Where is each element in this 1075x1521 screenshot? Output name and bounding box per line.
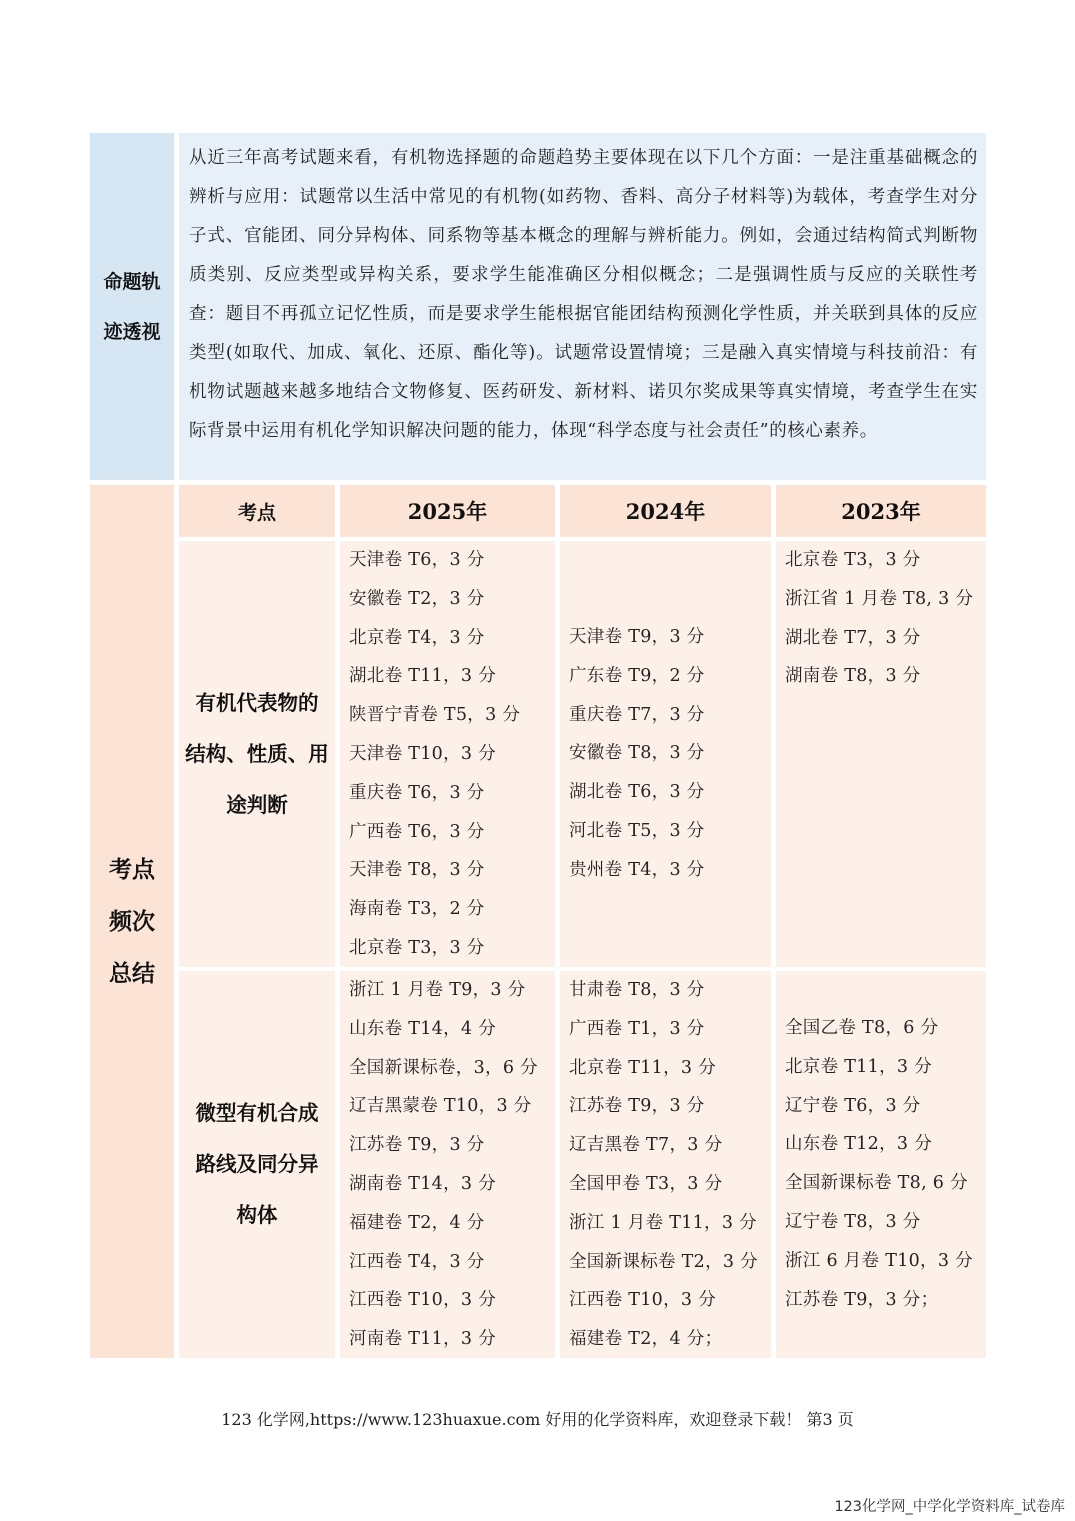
list-item: 天津卷 T6，3 分 (349, 550, 485, 570)
list-item: 贵州卷 T4，3 分 (569, 859, 705, 880)
list-item: 天津卷 T8，3 分 (349, 860, 485, 881)
list-item: 辽宁卷 T8，3 分 (785, 1211, 921, 1232)
list-item: 辽吉黑蒙卷 T10，3 分 (349, 1096, 532, 1117)
cell-2025-row2 (340, 971, 555, 1358)
list-item: 浙江省 1 月卷 T8, 3 分 (785, 588, 974, 609)
list-item: 全国新课标卷 T2，3 分 (569, 1251, 758, 1272)
list-item: 海南卷 T3，2 分 (349, 899, 485, 920)
topic-line: 途判断 (226, 792, 288, 817)
topic-line: 有机代表物的 (195, 690, 319, 715)
cell-2023-row2 (776, 971, 986, 1358)
list-item: 湖北卷 T7，3 分 (785, 627, 921, 648)
list-item: 北京卷 T11，3 分 (569, 1057, 716, 1078)
summary-label-line: 频次 (109, 908, 155, 935)
list-item: 广西卷 T6，3 分 (349, 821, 485, 842)
list-item: 湖北卷 T6，3 分 (569, 782, 705, 803)
list-item: 安徽卷 T2，3 分 (349, 588, 485, 609)
list-item: 全国新课标卷 T8, 6 分 (785, 1173, 968, 1194)
site-watermark: 123化学网_中学化学资料库_试卷库 (834, 1499, 1065, 1515)
list-item: 福建卷 T2，4 分； (569, 1329, 723, 1350)
list-item: 全国乙卷 T8，6 分 (785, 1018, 939, 1038)
list-item: 辽吉黑卷 T7，3 分 (569, 1135, 723, 1156)
header-topic: 考点 (179, 485, 335, 537)
list-item: 重庆卷 T6，3 分 (349, 782, 485, 803)
topic-cell (179, 541, 335, 967)
list-item: 湖南卷 T14，3 分 (349, 1173, 496, 1194)
list-item: 全国新课标卷，3，6 分 (349, 1057, 538, 1078)
list-item: 重庆卷 T7，3 分 (569, 704, 705, 725)
header-2025: 2025年 (340, 485, 555, 537)
list-item: 浙江 1 月卷 T9，3 分 (349, 980, 526, 1000)
list-item: 河南卷 T11，3 分 (349, 1329, 496, 1350)
trend-label-line1: 命题轨 (103, 270, 161, 293)
list-item: 江苏卷 T9，3 分 (349, 1135, 485, 1156)
list-item: 山东卷 T12，3 分 (785, 1134, 932, 1155)
list-item: 广东卷 T9，2 分 (569, 665, 705, 686)
list-item: 浙江 6 月卷 T10，3 分 (785, 1250, 973, 1271)
list-item: 河北卷 T5，3 分 (569, 820, 705, 841)
page-footer: 123 化学网,https://www.123huaxue.com 好用的化学资料库，欢迎登录下载！ 第3 页 (221, 1410, 854, 1429)
summary-label-line: 考点 (109, 856, 155, 883)
cell-2023-row1 (776, 541, 986, 967)
list-item: 北京卷 T3，3 分 (785, 550, 921, 570)
list-item: 福建卷 T2，4 分 (349, 1212, 485, 1233)
cell-2024-row1 (560, 541, 771, 967)
list-item: 湖南卷 T8，3 分 (785, 666, 921, 687)
list-item: 江苏卷 T9，3 分； (785, 1289, 939, 1310)
list-item: 天津卷 T10，3 分 (349, 743, 496, 764)
cell-2025-row1 (340, 541, 555, 967)
topic-line: 微型有机合成 (195, 1101, 319, 1125)
topic-cell (179, 971, 335, 1358)
header-2024: 2024年 (560, 485, 771, 537)
trend-label (90, 133, 174, 480)
summary-label-line: 总结 (109, 960, 155, 987)
list-item: 江西卷 T10，3 分 (569, 1290, 716, 1311)
list-item: 江西卷 T4，3 分 (349, 1251, 485, 1272)
topic-line: 结构、性质、用 (185, 741, 329, 766)
topic-line: 构体 (236, 1203, 278, 1227)
list-item: 天津卷 T9，3 分 (569, 627, 705, 647)
cell-2024-row2 (560, 971, 771, 1358)
header-2023: 2023年 (776, 485, 986, 537)
list-item: 辽宁卷 T6，3 分 (785, 1095, 921, 1116)
list-item: 江苏卷 T9，3 分 (569, 1096, 705, 1117)
trend-label-line2: 迹透视 (103, 320, 161, 343)
list-item: 全国甲卷 T3，3 分 (569, 1173, 723, 1194)
list-item: 江西卷 T10，3 分 (349, 1290, 496, 1311)
list-item: 北京卷 T4，3 分 (349, 627, 485, 648)
list-item: 北京卷 T11，3 分 (785, 1056, 932, 1077)
list-item: 广西卷 T1，3 分 (569, 1018, 705, 1039)
list-item: 甘肃卷 T8，3 分 (569, 980, 705, 1000)
list-item: 湖北卷 T11，3 分 (349, 666, 496, 687)
summary-label (90, 485, 174, 1358)
topic-line: 路线及同分异 (195, 1152, 319, 1176)
trend-paragraph: 从近三年高考试题来看，有机物选择题的命题趋势主要体现在以下几个方面：一是注重基础概念的辨析与应用：试题常以生活中常见的有机物(如药物、香料、高分子材料等)为载体，考查学生对分子式、官能团、同分异构体、同系物等基本概念的理解与辨析能力。例如，会通过结构简式判断物质类别、反应类型或异构关系，要求学生能准确区分相似概念；二是强调性质与反应的关联性考查：题目不再孤立记忆性质，而是要求学生能根据官能团结构预测化学性质，并关联到具体的反应类型(如取代、加成、氧化、还原、酯化等)。试题常设置情境；三是融入真实情境与科技前沿：有机物试题越来越多地结合文物修复、医药研发、新材料、诺贝尔奖成果等真实情境，考查学生在实际背景中运用有机化学知识解决问题的能力，体现“科学态度与社会责任”的核心素养。 (179, 133, 986, 480)
list-item: 陕晋宁青卷 T5，3 分 (349, 705, 521, 726)
list-item: 浙江 1 月卷 T11，3 分 (569, 1212, 757, 1233)
list-item: 安徽卷 T8，3 分 (569, 743, 705, 764)
list-item: 山东卷 T14，4 分 (349, 1018, 496, 1039)
list-item: 北京卷 T3，3 分 (349, 937, 485, 958)
